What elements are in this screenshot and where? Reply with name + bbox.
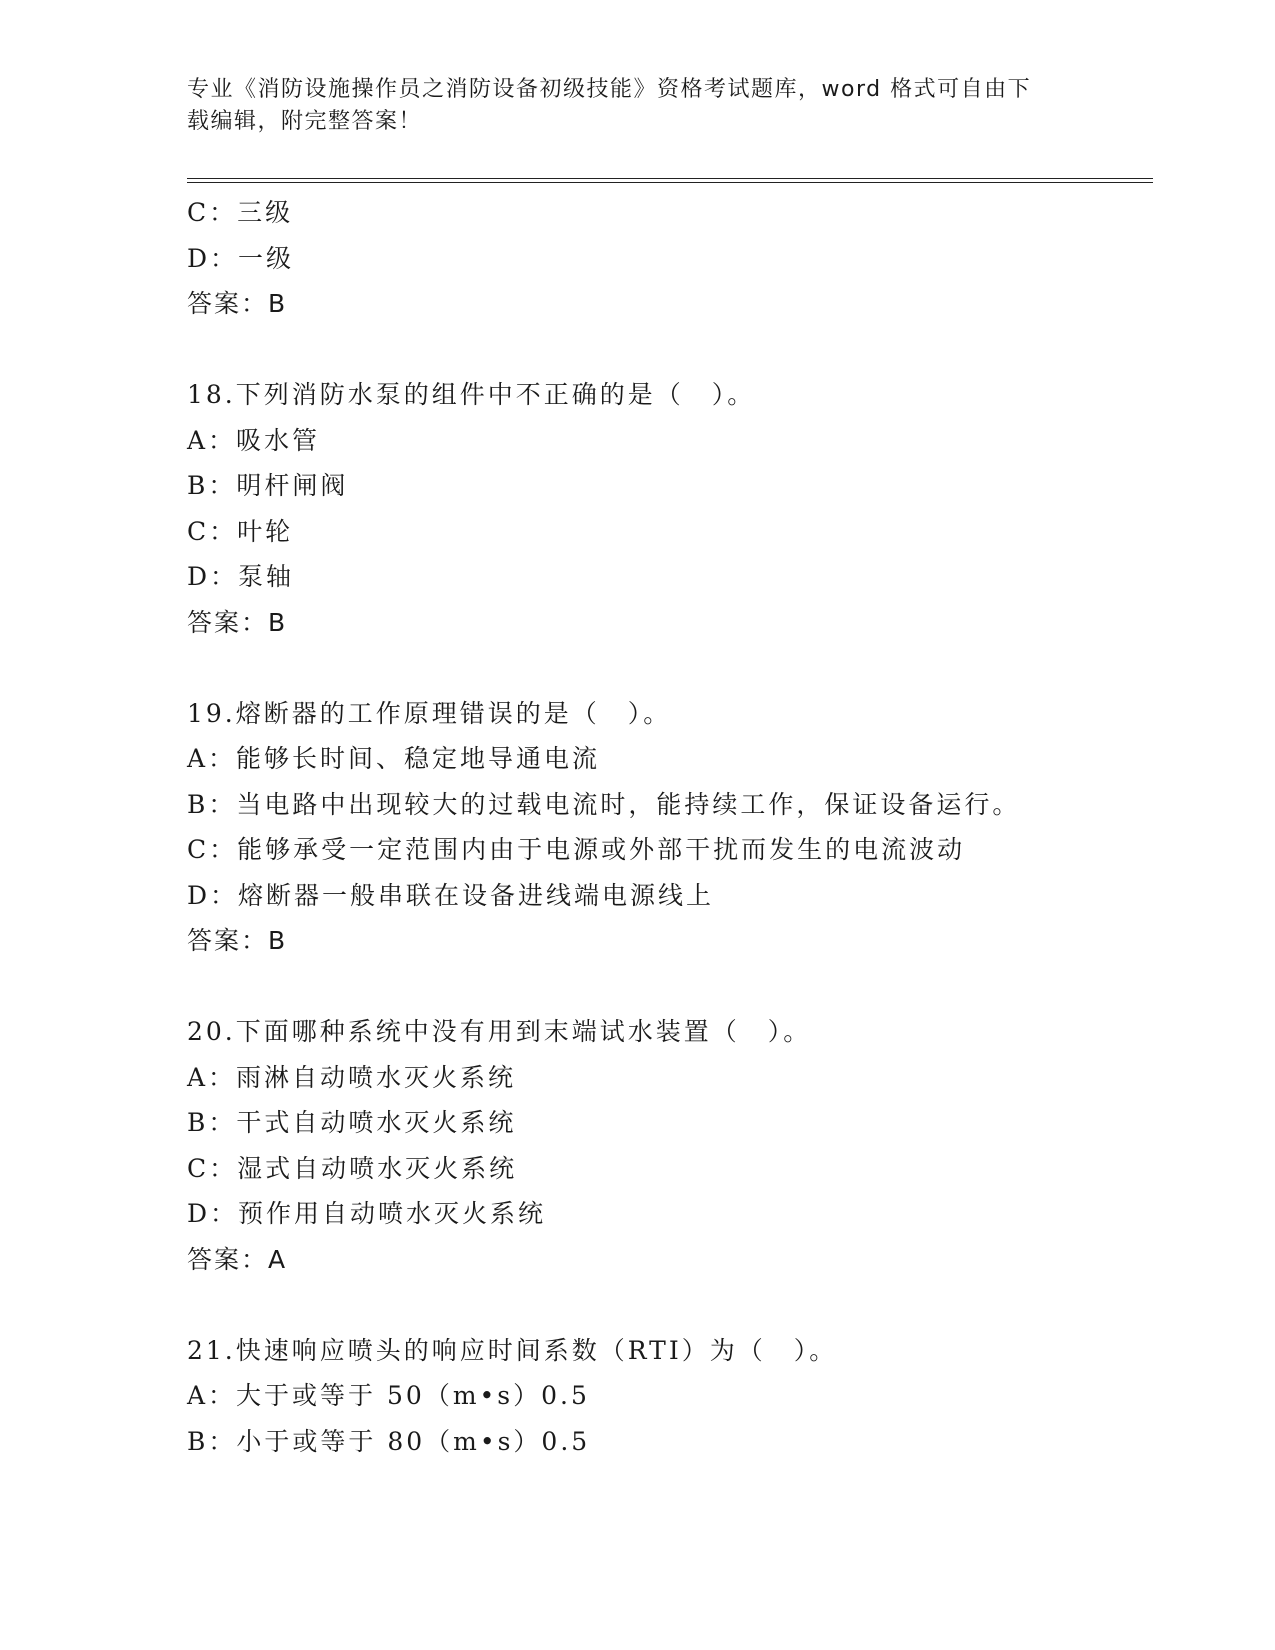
option-a: A：吸水管 xyxy=(187,425,321,455)
option-a: A：雨淋自动喷水灭火系统 xyxy=(187,1062,517,1092)
option-c: C：湿式自动喷水灭火系统 xyxy=(187,1153,518,1183)
question-list xyxy=(187,190,1187,1464)
option-b: B：明杆闸阀 xyxy=(187,471,349,500)
document-header xyxy=(187,74,1087,138)
question-20 xyxy=(187,1009,1187,1282)
option-c: C：三级 xyxy=(187,198,294,227)
option-d: D：泵轴 xyxy=(187,562,295,591)
header-divider-bottom xyxy=(187,182,1153,183)
spacer xyxy=(187,327,1187,373)
header-line-2: 载编辑，附完整答案！ xyxy=(187,109,423,134)
header-line-1: 专业《消防设施操作员之消防设备初级技能》资格考试题库，word 格式可自由下 xyxy=(187,77,1032,102)
option-b: B：小于或等于 80（m•s）0.5 xyxy=(187,1426,591,1456)
question-stem: 21.快速响应喷头的响应时间系数（RTI）为（ ）。 xyxy=(187,1335,838,1365)
option-d: D：熔断器一般串联在设备进线端电源线上 xyxy=(187,880,715,910)
question-18 xyxy=(187,372,1187,645)
answer-line: 答案：A xyxy=(187,1244,288,1274)
option-b: B：当电路中出现较大的过载电流时，能持续工作，保证设备运行。 xyxy=(187,789,1021,819)
answer-line: 答案：B xyxy=(187,289,288,318)
spacer xyxy=(187,645,1187,691)
question-19 xyxy=(187,691,1187,964)
answer-line: 答案：B xyxy=(187,926,288,955)
option-b: B：干式自动喷水灭火系统 xyxy=(187,1108,517,1137)
header-divider-top xyxy=(187,178,1153,179)
option-d: D：预作用自动喷水灭火系统 xyxy=(187,1199,547,1228)
option-a: A：大于或等于 50（m•s）0.5 xyxy=(187,1381,590,1410)
question-21 xyxy=(187,1328,1187,1465)
answer-line: 答案：B xyxy=(187,607,288,637)
spacer xyxy=(187,964,1187,1010)
question-stem: 19.熔断器的工作原理错误的是（ ）。 xyxy=(187,698,672,728)
carryover-block xyxy=(187,190,1187,327)
option-c: C：能够承受一定范围内由于电源或外部干扰而发生的电流波动 xyxy=(187,835,966,864)
option-a: A：能够长时间、稳定地导通电流 xyxy=(187,744,601,773)
spacer xyxy=(187,1282,1187,1328)
question-stem: 18.下列消防水泵的组件中不正确的是（ ）。 xyxy=(187,380,756,409)
question-stem: 20.下面哪种系统中没有用到末端试水装置（ ）。 xyxy=(187,1017,812,1046)
option-c: C：叶轮 xyxy=(187,516,294,546)
option-d: D：一级 xyxy=(187,243,295,273)
